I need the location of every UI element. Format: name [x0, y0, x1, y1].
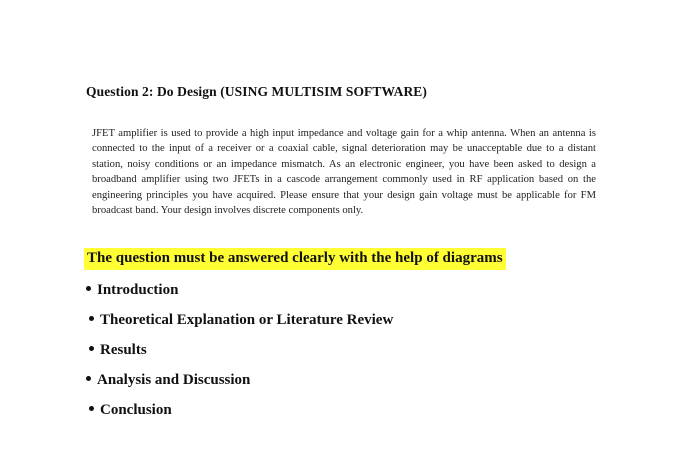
bullet-label: Conclusion — [100, 402, 172, 418]
question-title: Question 2: Do Design (USING MULTISIM SOFTWARE) — [86, 84, 427, 99]
bullet-label: Analysis and Discussion — [97, 372, 251, 388]
question-description: JFET amplifier is used to provide a high input impedance and voltage gain for a whip antenna. When an antenna is connected to the input of a receiver or a coaxial cable, signal deterioration may be unacceptable due to a distant station, noisy conditions or an impedance mismatch. As an electronic engineer, you have been asked to design a broadband amplifier using two JFETs in a cascode arrangement commonly used in RF application based on the engineering principles you have acquired. Please ensure that your design gain voltage must be applicable for FM broadcast band. Your design involves discrete components only. — [92, 128, 596, 217]
bullet-dot-icon — [89, 316, 94, 321]
bullet-dot-icon — [86, 286, 91, 291]
highlighted-instruction: The question must be answered clearly with the help of diagrams — [84, 248, 506, 270]
bullet-item — [86, 282, 178, 299]
bullet-label: Results — [100, 342, 147, 358]
bullet-item — [89, 312, 393, 329]
bullet-item — [89, 402, 172, 419]
bullet-dot-icon — [86, 376, 91, 381]
bullet-item — [89, 342, 147, 359]
bullet-label: Theoretical Explanation or Literature Review — [100, 312, 394, 328]
bullet-item — [86, 372, 250, 389]
bullet-label: Introduction — [97, 282, 179, 298]
bullet-dot-icon — [89, 346, 94, 351]
bullet-dot-icon — [89, 406, 94, 411]
